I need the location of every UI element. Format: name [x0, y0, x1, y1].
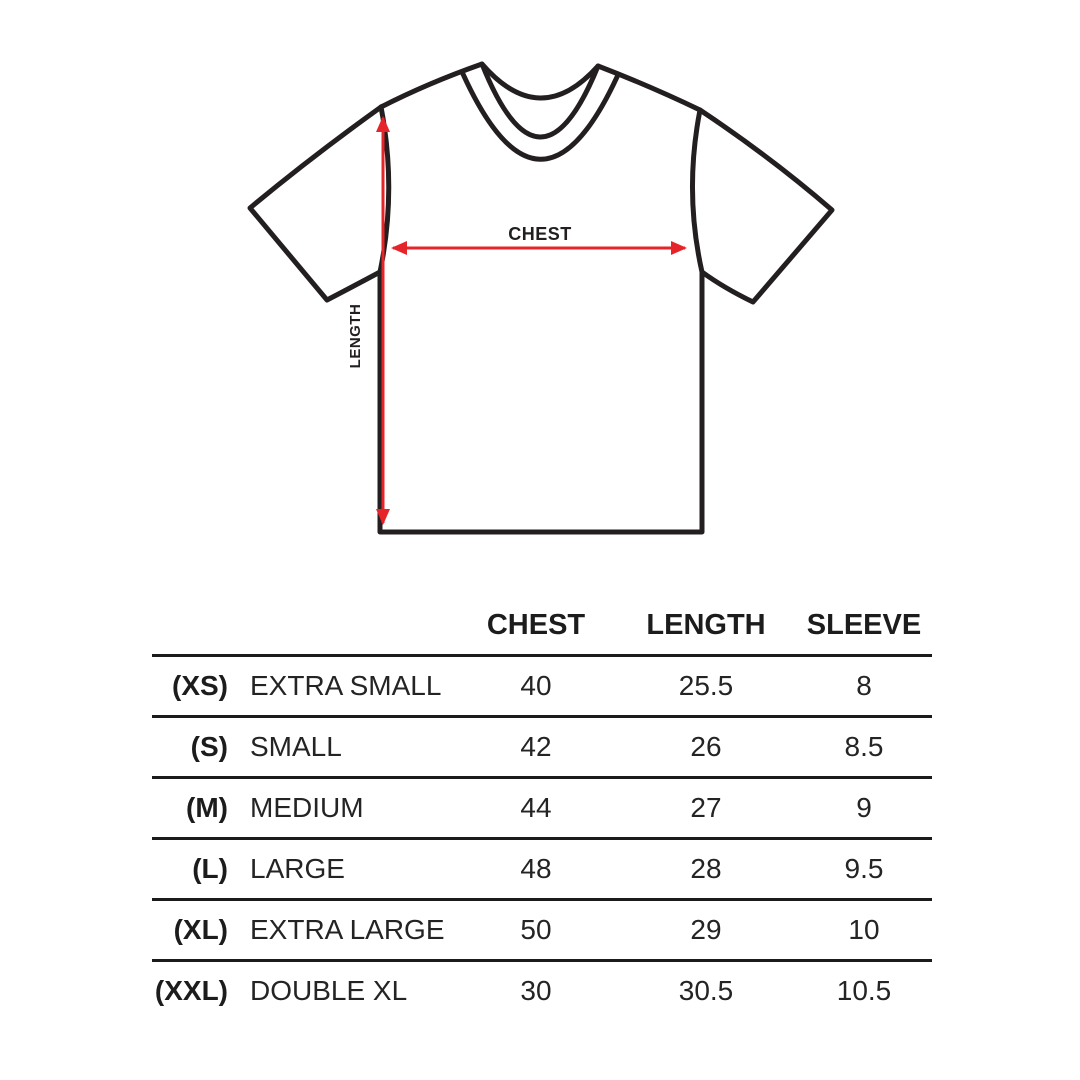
- table-row-xs: [152, 656, 932, 717]
- tshirt-body-shape: [250, 64, 832, 532]
- length-value: 29: [690, 914, 722, 945]
- chest-label: CHEST: [508, 224, 572, 244]
- length-value: 30.5: [678, 975, 734, 1006]
- table-header-row: [152, 596, 932, 656]
- chest-value: 30: [520, 975, 552, 1006]
- size-name: SMALL: [250, 731, 342, 762]
- chest-value: 40: [520, 670, 552, 701]
- chest-value: 48: [520, 853, 552, 884]
- size-name: EXTRA SMALL: [250, 670, 442, 701]
- size-name: EXTRA LARGE: [250, 914, 445, 945]
- header-chest: CHEST: [486, 608, 586, 641]
- size-code: (XS): [172, 670, 228, 701]
- size-code: (XXL): [154, 975, 228, 1006]
- length-label: LENGTH: [347, 303, 364, 369]
- sleeve-value: 10: [848, 914, 880, 945]
- size-table: [152, 596, 932, 1020]
- size-code: (XL): [173, 914, 228, 945]
- table-row-m: [152, 778, 932, 839]
- sleeve-value: 9.5: [844, 853, 884, 884]
- header-spacer-name: [244, 596, 456, 656]
- table-row-s: [152, 717, 932, 778]
- chest-value: 44: [520, 792, 552, 823]
- sleeve-value: 10.5: [836, 975, 892, 1006]
- sleeve-value: 8: [856, 670, 872, 701]
- sleeve-value: 8.5: [844, 731, 884, 762]
- length-value: 26: [690, 731, 722, 762]
- size-name: DOUBLE XL: [250, 975, 408, 1006]
- length-value: 28: [690, 853, 722, 884]
- size-code: (L): [192, 853, 228, 884]
- chest-value: 50: [520, 914, 552, 945]
- tshirt-outline: [250, 64, 832, 532]
- table-row-xl: [152, 900, 932, 961]
- table-row-xxl: [152, 961, 932, 1021]
- chest-value: 42: [520, 731, 552, 762]
- header-length: LENGTH: [646, 608, 766, 641]
- table-row-l: [152, 839, 932, 900]
- size-code: (S): [190, 731, 228, 762]
- header-sleeve: SLEEVE: [806, 608, 922, 641]
- length-value: 27: [690, 792, 722, 823]
- size-name: MEDIUM: [250, 792, 364, 823]
- length-value: 25.5: [678, 670, 734, 701]
- header-spacer-code: [152, 596, 244, 656]
- sleeve-value: 9: [856, 792, 872, 823]
- size-code: (M): [186, 792, 228, 823]
- size-name: LARGE: [250, 853, 345, 884]
